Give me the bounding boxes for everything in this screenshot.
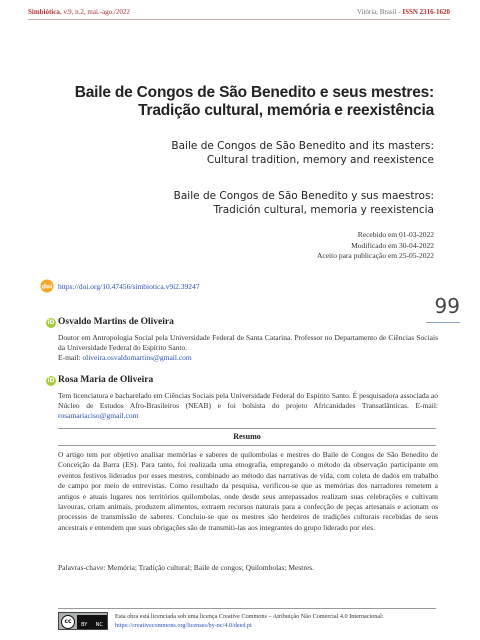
cc-tags — [77, 615, 107, 629]
doi-row — [41, 282, 200, 291]
affiliation-2-text: Tem licenciatura e bacharelado em Ciências Sociais pela Universidade Federal do Espírito Santo. É pesquisadora associada ao Núcleo de Estudos Afro-Brasileiros (NEAB) e foi bolsista do projeto Africanidades Transatlânticas. — [58, 391, 438, 410]
title-portuguese — [75, 84, 434, 120]
accepted-date: Aceito para publicação em 25-05-2022 — [316, 251, 434, 260]
location-text: Vitória, Brasil - — [356, 8, 403, 16]
author-name-1 — [47, 317, 174, 327]
title-en-line1: Baile de Congos de São Benedito and its masters: — [171, 140, 434, 152]
title-es-line2: Tradición cultural, memoria y reexistencia — [213, 204, 434, 216]
modified-date: Modificado em 30-04-2022 — [351, 240, 434, 250]
cc-by-tag: BY — [81, 622, 88, 628]
keywords: Palavras-chave: Memória; Tradição cultural; Baile de congos; Quilombolas; Mestres. — [58, 563, 314, 572]
title-pt-line1: Baile de Congos de São Benedito e seus mestres: — [74, 84, 434, 101]
journal-citation — [28, 8, 130, 16]
page-number: 99 — [434, 294, 460, 318]
cc-license-badge[interactable] — [58, 612, 108, 630]
resumo-bottom-rule — [58, 445, 436, 446]
cc-nc-tag: NC — [95, 622, 103, 628]
resumo-top-rule — [58, 428, 436, 429]
resumo-heading: Resumo — [233, 432, 261, 441]
issn-text: ISSN 2316-1620 — [402, 8, 450, 16]
title-es-line1: Baile de Congos de São Benedito y sus maestros: — [173, 190, 434, 202]
license-url-link[interactable]: https://creativecommons.org/licenses/by-nc/4.0/deed.pt — [115, 621, 252, 629]
author-affiliation-1 — [58, 333, 438, 363]
author-2-name: Rosa Maria de Oliveira — [58, 375, 154, 385]
received-date: Recebido em 01-03-2022 — [357, 230, 434, 239]
svg-text:doi: doi — [41, 283, 53, 291]
email-label-2: E-mail: — [408, 401, 438, 410]
title-block — [75, 84, 434, 217]
author-1-email-link[interactable]: oliveira.osvaldomartins@gmail.com — [82, 353, 192, 362]
author-affiliation-2 — [58, 391, 438, 421]
license-notice — [115, 613, 445, 630]
submission-dates — [317, 230, 434, 262]
cc-icon: cc — [61, 615, 75, 629]
orcid-icon[interactable]: iD — [47, 377, 55, 384]
title-english — [75, 139, 434, 167]
header-divider — [28, 19, 450, 20]
author-2-email-link[interactable]: rosamariaciso@gmail.com — [58, 411, 139, 420]
email-label-1: E-mail: — [58, 353, 83, 362]
journal-location — [357, 8, 450, 16]
orcid-icon[interactable]: iD — [47, 319, 55, 326]
author-name-2 — [47, 375, 154, 385]
page-number-rule — [426, 322, 460, 323]
abstract-text: O artigo tem por objetivo analisar memórias e saberes de quilombolas e mestres do Baile de Congos de São Benedito de Conceição da Barra (ES). Para tanto, foi realizada uma etnografia, empregando o método da observação participante em eventos festivos liderados por esses mestres, combinado ao método das narrativas de vida, com coleta de dados em trabalho de campo por meio de entrevistas. Como resultado da pesquisa, verificou-se que as memórias dos narradores remetem a antigos e atuais lugares nos territórios quilombolas, onde desde seus antepassados realizam suas celebrações e cultivam lavouras, criam animais, produzem alimentos, extraem recursos naturais para a confecção de peças artesanais e acionam os processos de transmissão de saberes. Concluiu-se que os mestres são herdeiros de tradições culturais recebidas de seus ancestrais e entendem que suas obrigações são de transmiti-las aos integrantes do grupo liderado por eles. — [58, 450, 438, 532]
license-text: Esta obra está licenciada sob uma licença Creative Commons – Atribuição Não Comercial 4.0 Internacional: — [115, 613, 384, 620]
title-pt-line2: Tradição cultural, memória e reexistência — [138, 102, 434, 119]
journal-issue: , v.9, n.2, mai.-ago./2022 — [59, 8, 130, 16]
title-spanish — [75, 189, 434, 217]
doi-icon — [40, 279, 54, 293]
journal-name: Simbiótica — [28, 8, 60, 16]
author-1-name: Osvaldo Martins de Oliveira — [58, 317, 174, 327]
footer-divider — [58, 608, 436, 609]
title-en-line2: Cultural tradition, memory and reexistence — [206, 154, 434, 166]
doi-link[interactable]: https://doi.org/10.47456/simbiotica.v9i2.39247 — [58, 282, 200, 291]
affiliation-1-text: Doutor em Antropologia Social pela Universidade Federal de Santa Catarina. Professor no Departamento de Ciências Sociais da Universidade Federal do Espírito Santo. — [58, 333, 438, 352]
